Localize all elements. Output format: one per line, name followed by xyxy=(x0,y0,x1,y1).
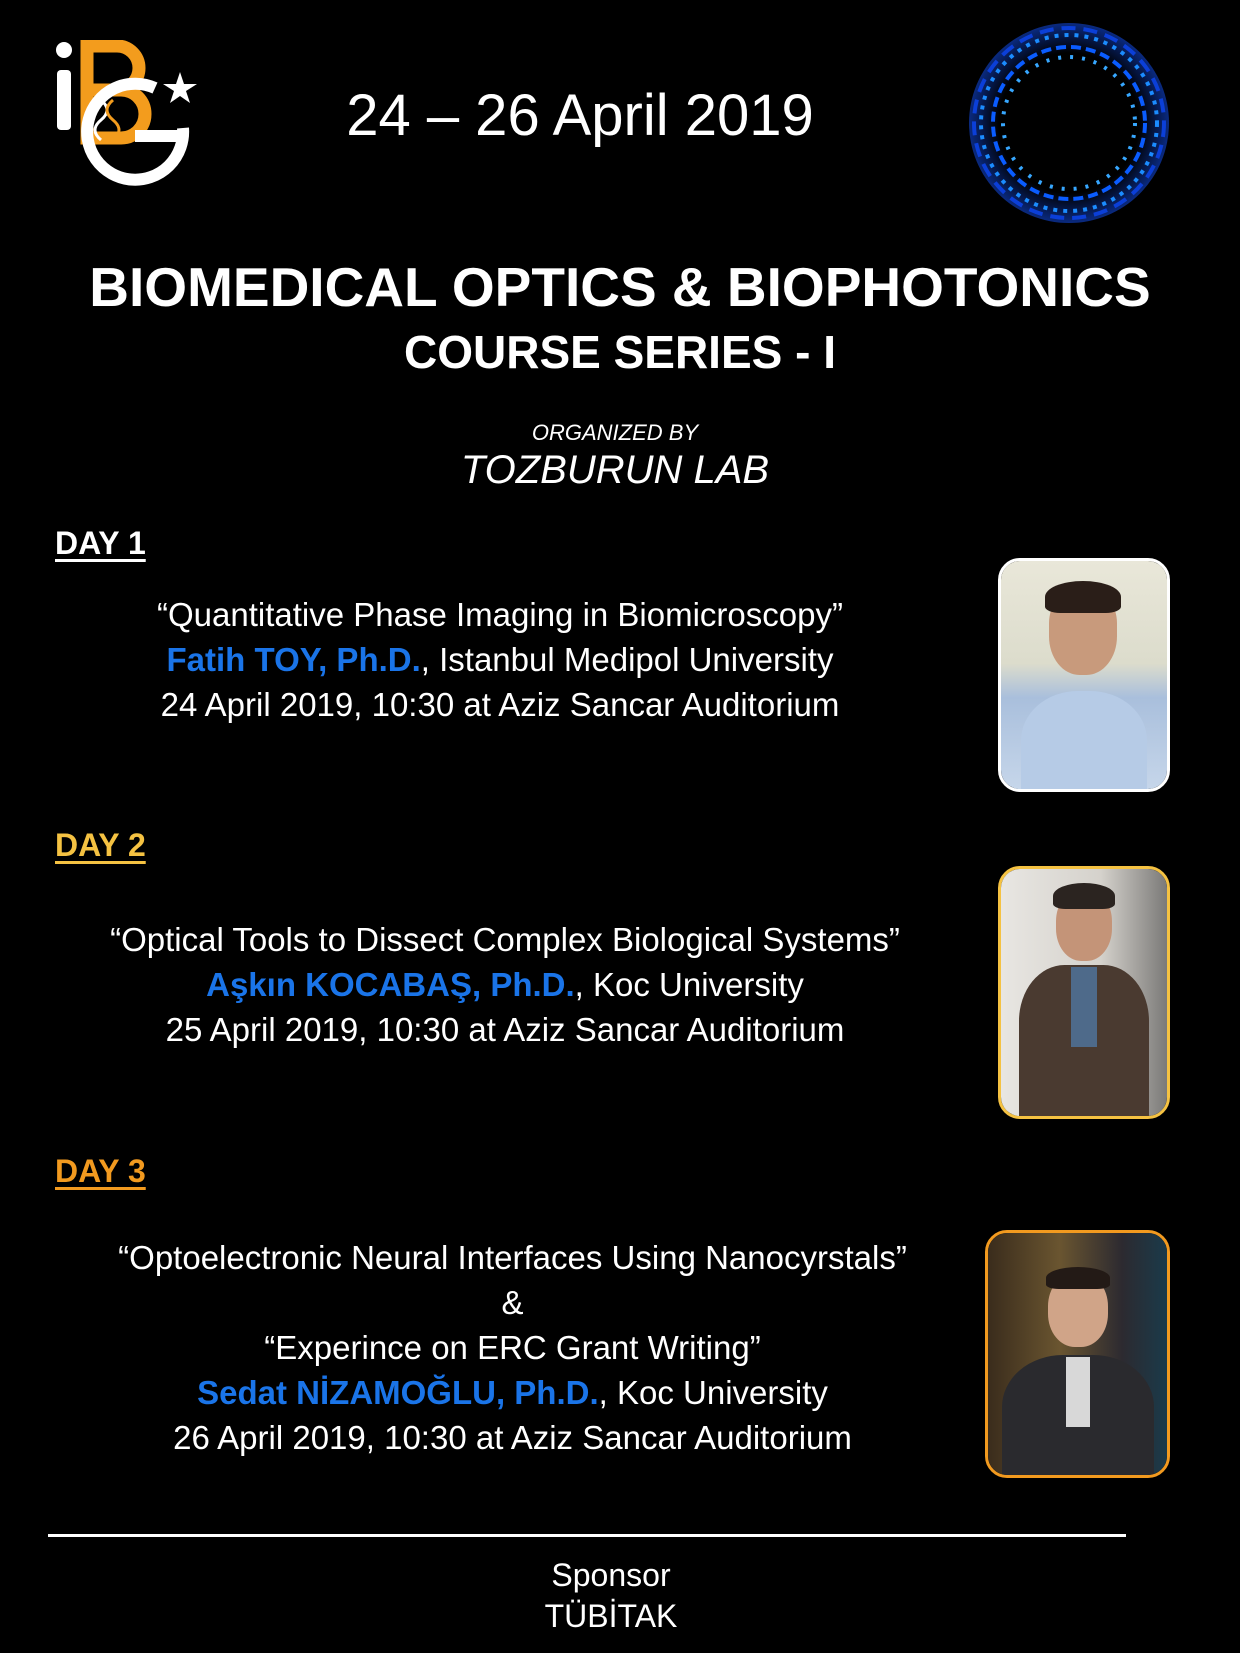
sponsor-name: TÜBİTAK xyxy=(544,1598,678,1634)
ibg-logo xyxy=(55,40,205,190)
day-3-talk xyxy=(40,1235,985,1460)
day-3-schedule: 26 April 2019, 10:30 at Aziz Sancar Auditorium xyxy=(173,1419,852,1456)
day-3-speaker-name: Sedat NİZAMOĞLU, Ph.D. xyxy=(197,1374,599,1411)
day-2-label: DAY 2 xyxy=(55,827,146,863)
day-1-schedule: 24 April 2019, 10:30 at Aziz Sancar Auditorium xyxy=(160,686,840,723)
day-1-talk-title: “Quantitative Phase Imaging in Biomicroscopy” xyxy=(157,596,843,633)
day-1-label: DAY 1 xyxy=(55,525,146,561)
day-2-speaker-name: Aşkın KOCABAŞ, Ph.D. xyxy=(206,966,575,1003)
footer-divider xyxy=(48,1534,1126,1537)
course-title: BIOMEDICAL OPTICS & BIOPHOTONICS xyxy=(89,256,1151,318)
day-3-speaker-line xyxy=(40,1370,985,1415)
day-3-label: DAY 3 xyxy=(55,1153,146,1189)
day-3-talk-title-1: “Optoelectronic Neural Interfaces Using Nanocyrstals” xyxy=(118,1239,907,1276)
day-1-talk xyxy=(40,592,960,727)
day-3-ampersand: & xyxy=(501,1284,524,1321)
day-2-speaker-photo xyxy=(998,866,1170,1119)
organized-by-label: ORGANIZED BY xyxy=(531,420,699,445)
day-2-affiliation: , Koc University xyxy=(574,966,804,1003)
course-subtitle: COURSE SERIES - I xyxy=(404,326,836,378)
sponsor-label: Sponsor xyxy=(551,1557,671,1593)
day-3-affiliation: , Koc University xyxy=(598,1374,828,1411)
day-1-speaker-name: Fatih TOY, Ph.D. xyxy=(166,641,421,678)
day-2-talk-title: “Optical Tools to Dissect Complex Biological Systems” xyxy=(110,921,900,958)
day-3-talk-title-2: “Experince on ERC Grant Writing” xyxy=(264,1329,761,1366)
dna-helix-ring-graphic xyxy=(964,18,1174,228)
organizer-name: TOZBURUN LAB xyxy=(460,448,770,492)
day-3-speaker-photo xyxy=(985,1230,1170,1478)
day-1-affiliation: , Istanbul Medipol University xyxy=(420,641,834,678)
day-2-speaker-line xyxy=(35,962,975,1007)
day-1-speaker-photo xyxy=(998,558,1170,792)
day-2-schedule: 25 April 2019, 10:30 at Aziz Sancar Auditorium xyxy=(165,1011,845,1048)
day-2-talk xyxy=(35,917,975,1052)
event-date-range: 24 – 26 April 2019 xyxy=(346,83,814,148)
day-1-speaker-line xyxy=(40,637,960,682)
